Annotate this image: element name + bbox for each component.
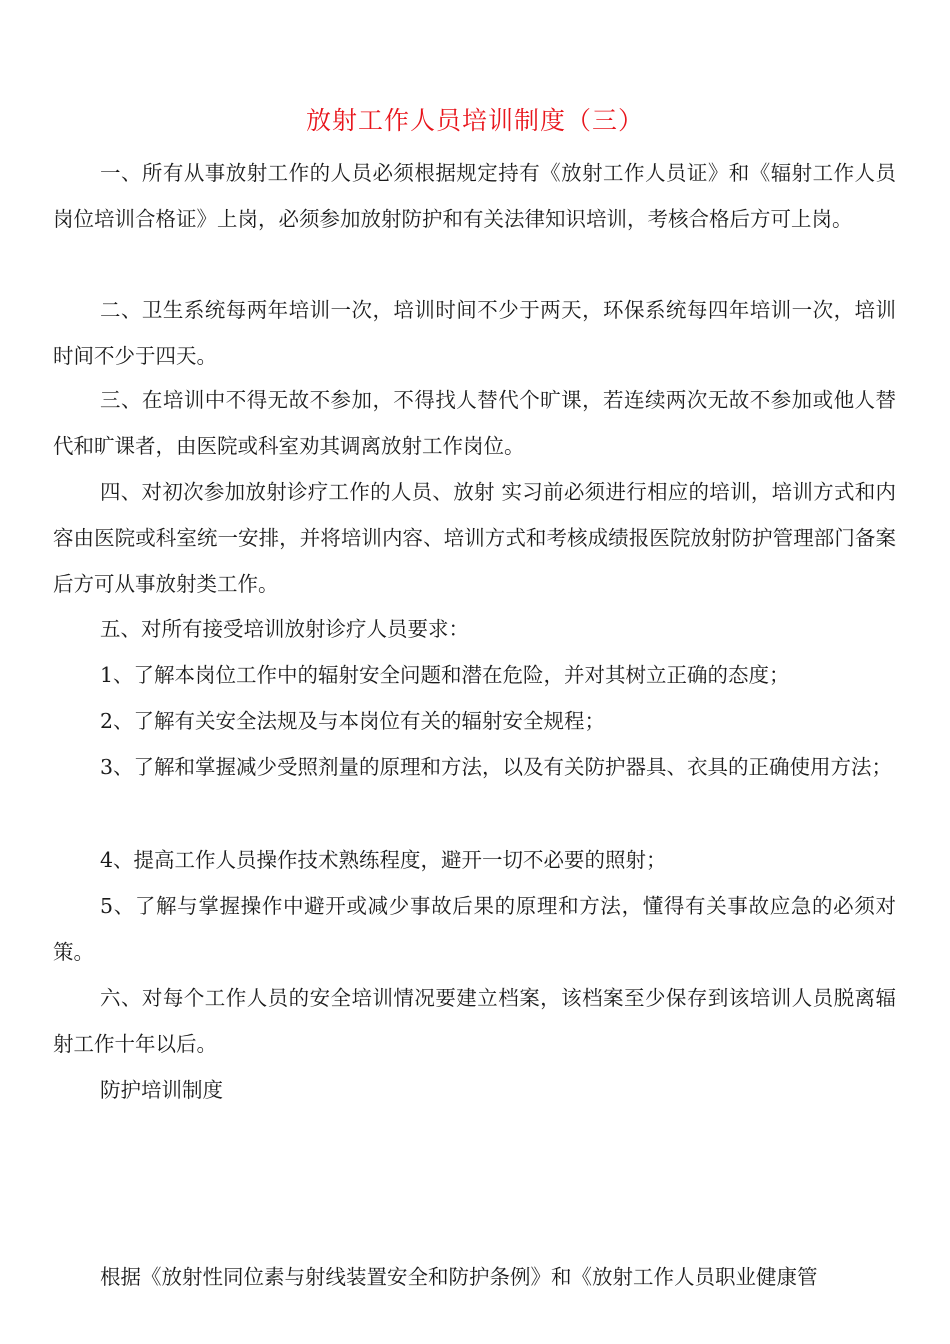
list-item-4: 4、提高工作人员操作技术熟练程度，避开一切不必要的照射； <box>100 848 667 872</box>
paragraph-5: 五、对所有接受培训放射诊疗人员要求： <box>100 617 469 641</box>
paragraph-3: 三、在培训中不得无故不参加，不得找人替代个旷课，若连续两次无故不参加或他人替代和旷课者，由医院或科室劝其调离放射工作岗位。 <box>53 388 896 458</box>
section-heading: 防护培训制度 <box>100 1078 223 1102</box>
paragraph-1: 一、所有从事放射工作的人员必须根据规定持有《放射工作人员证》和《辐射工作人员岗位培训合格证》上岗，必须参加放射防护和有关法律知识培训，考核合格后方可上岗。 <box>53 161 896 231</box>
closing-paragraph: 根据《放射性同位素与射线装置安全和防护条例》和《放射工作人员职业健康管 <box>100 1265 818 1289</box>
list-item-3: 3、了解和掌握减少受照剂量的原理和方法，以及有关防护器具、衣具的正确使用方法； <box>100 755 893 779</box>
paragraph-4: 四、对初次参加放射诊疗工作的人员、放射 实习前必须进行相应的培训，培训方式和内容由医院或科室统一安排，并将培训内容、培训方式和考核成绩报医院放射防护管理部门备案后方可从事放射类工作。 <box>53 480 896 596</box>
list-item-2: 2、了解有关安全法规及与本岗位有关的辐射安全规程； <box>100 709 606 733</box>
document-title: 放射工作人员培训制度（三） <box>305 106 644 135</box>
list-item-1: 1、了解本岗位工作中的辐射安全问题和潜在危险，并对其树立正确的态度； <box>100 663 790 687</box>
paragraph-6: 六、对每个工作人员的安全培训情况要建立档案，该档案至少保存到该培训人员脱离辐射工作十年以后。 <box>53 986 896 1056</box>
paragraph-2: 二、卫生系统每两年培训一次，培训时间不少于两天，环保系统每四年培训一次，培训时间不少于四天。 <box>53 298 896 368</box>
list-item-5: 5、了解与掌握操作中避开或减少事故后果的原理和方法，懂得有关事故应急的必须对策。 <box>53 894 896 964</box>
